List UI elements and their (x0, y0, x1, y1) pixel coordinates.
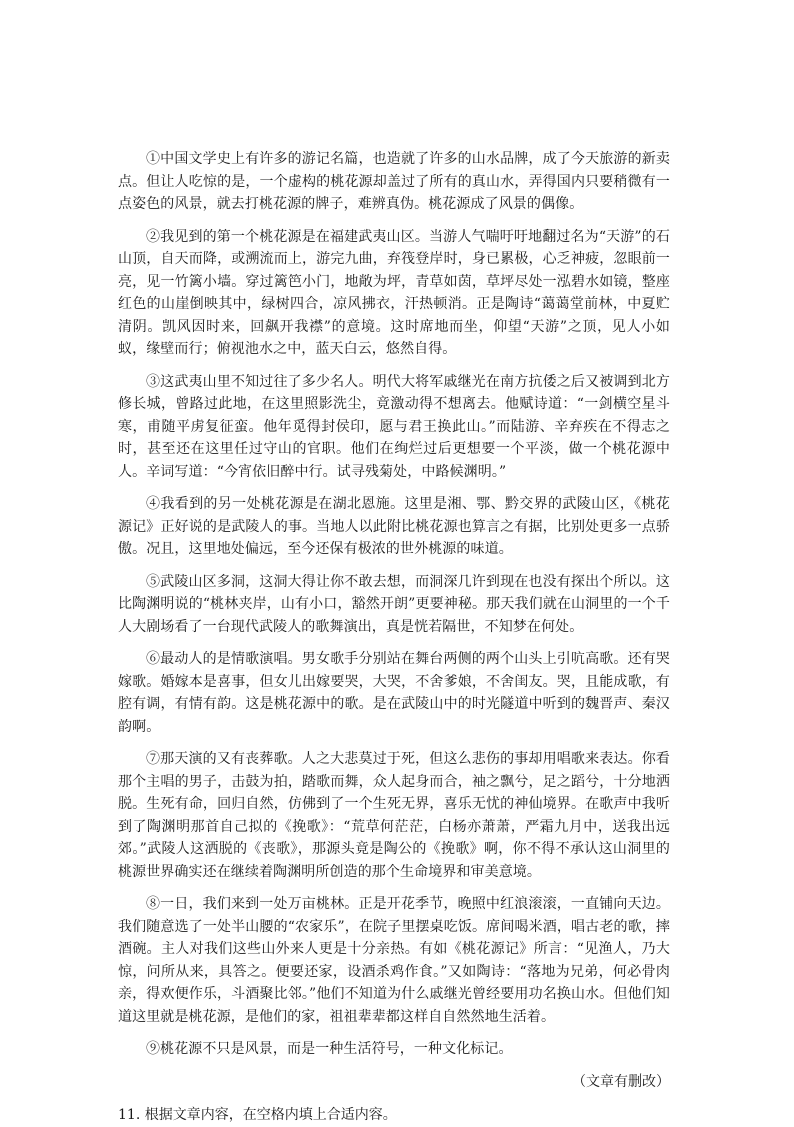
question-11: 11. 根据文章内容，在空格内填上合适内容。 (118, 1107, 397, 1123)
article-paragraph-2: ②我见到的第一个桃花源是在福建武夷山区。当游人气喘吁吁地翻过名为“天游”的石山顶，自天而降，或溯流而上，游完九曲，弃筏登岸时，身已累极，心乏神疲，忽眼前一亮，见一竹篱小墙。穿过篱笆小门，地敞为坪，青草如茵，草坪尽处一泓碧水如镜，整座红色的山崖倒映其中，绿树四合，凉风拂衣，汗热顿消。正是陶诗“蔼蔼堂前林，中夏贮清阴。凯风因时来，回飙开我襟”的意境。这时席地而坐，仰望“天游”之顶，见人小如蚁，缘壁而行；俯视池水之中，蓝天白云，悠然自得。 (118, 228, 670, 357)
source-note: （文章有删改） (572, 1073, 670, 1090)
article-paragraph-3: ③这武夷山里不知过往了多少名人。明代大将军戚继光在南方抗倭之后又被调到北方修长城，曾路过此地，在这里照影洗尘，竟激动得不想离去。他赋诗道：“一剑横空星斗寒，甫随平虏复征蛮。他年觅得封侯印，愿与君王换此山。”而陆游、辛弃疾在不得志之时，甚至还在这里任过守山的官职。他们在绚烂过后更想要一个平淡，做一个桃花源中人。辛词写道：“今宵依旧醉中行。试寻残菊处，中路候渊明。” (118, 373, 670, 480)
article-paragraph-6: ⑥最动人的是情歌演唱。男女歌手分别站在舞台两侧的两个山头上引吭高歌。还有哭嫁歌。婚嫁本是喜事，但女儿出嫁要哭，大哭，不舍爹娘，不舍闺友。哭，且能成歌，有腔有调，有情有韵。这是桃花源中的歌。是在武陵山中的时光隧道中听到的魏晋声、秦汉韵啊。 (118, 651, 670, 735)
article-paragraph-9: ⑨桃花源不只是风景，而是一种生活符号，一种文化标记。 (146, 1041, 513, 1057)
article-paragraph-5: ⑤武陵山区多洞，这洞大得让你不敢去想，而洞深几许到现在也没有探出个所以。这比陶渊明说的“桃林夹岸，山有小口，豁然开朗”更要神秘。那天我们就在山洞里的一个千人大剧场看了一台现代武陵人的歌舞演出，真是恍若隔世，不知梦在何处。 (118, 573, 670, 635)
article-paragraph-7: ⑦那天演的又有丧葬歌。人之大悲莫过于死，但这么悲伤的事却用唱歌来表达。你看那个主唱的男子，击鼓为拍，踏歌而舞，众人起身而合，袖之飘兮，足之蹈兮，十分地洒脱。生死有命，回归自然，仿佛到了一个生死无界，喜乐无忧的神仙境界。在歌声中我听到了陶渊明那首自己拟的《挽歌》：“荒草何茫茫，白杨亦萧萧，严霜九月中，送我出远郊。”武陵人这洒脱的《丧歌》，那源头竟是陶公的《挽歌》啊，你不得不承认这山洞里的桃源世界确实还在继续着陶渊明所创造的那个生命境界和审美意境。 (118, 751, 670, 880)
article-paragraph-1: ①中国文学史上有许多的游记名篇，也造就了许多的山水品牌，成了今天旅游的新卖点。但让人吃惊的是，一个虚构的桃花源却盖过了所有的真山水，弄得国内只要稍微有一点姿色的风景，就去打桃花源的牌子，难辨真伪。桃花源成了风景的偶像。 (118, 151, 670, 212)
article-paragraph-8: ⑧一日，我们来到一处万亩桃林。正是开花季节，晚照中红浪滚滚，一直铺向天边。我们随意选了一处半山腰的“农家乐”，在院子里摆桌吃饭。席间喝米酒，唱古老的歌，摔酒碗。主人对我们这些山外来人更是十分亲热。有如《桃花源记》所言：“见渔人，乃大惊，问所从来，具答之。便要还家，设酒杀鸡作食。”又如陶诗：“落地为兄弟，何必骨肉亲，得欢便作乐，斗酒聚比邻。”他们不知道为什么戚继光曾经要用功名换山水。但他们知道这里就是桃花源，是他们的家，祖祖辈辈都这样自自然然地生活着。 (118, 896, 670, 1025)
document-page (118, 148, 670, 1127)
article-paragraph-4: ④我看到的另一处桃花源是在湖北恩施。这里是湘、鄂、黔交界的武陵山区，《桃花源记》正好说的是武陵人的事。当地人以此附比桃花源也算言之有据，比别处更多一点骄傲。况且，这里地处偏远，至今还保有极浓的世外桃源的味道。 (118, 496, 670, 557)
